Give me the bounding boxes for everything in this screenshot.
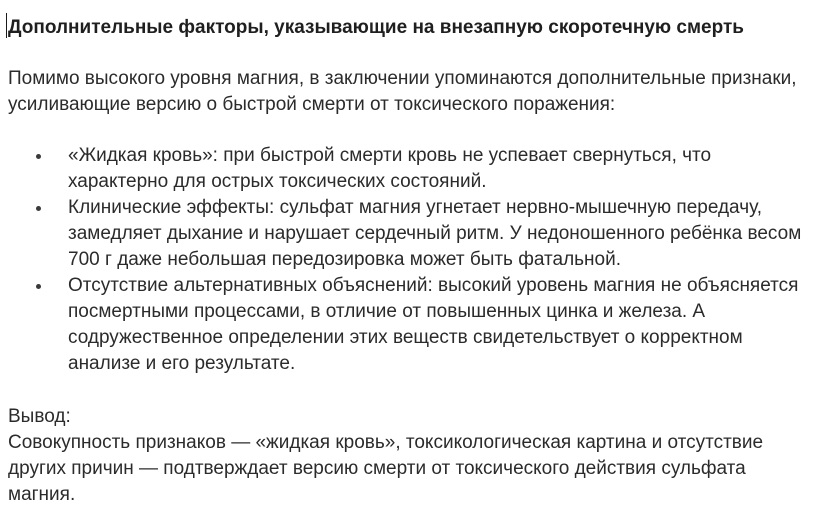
conclusion-label: Вывод: <box>8 406 71 427</box>
section-heading: Дополнительные факторы, указывающие на внезапную скоротечную смерть <box>8 17 744 38</box>
list-item-text: Отсутствие альтернативных объяснений: высокий уровень магния не объясняется посмертными процессами, в отличие от повышенных цинка и железа. А содружественное определении этих веществ свидетельствует о корректном анализе и его результате. <box>68 275 799 374</box>
factor-list <box>0 143 820 377</box>
bullet-icon <box>36 284 41 289</box>
list-item <box>0 143 813 195</box>
list-item-text: Клинические эффекты: сульфат магния угнетает нервно-мышечную передачу, замедляет дыхание и нарушает сердечный ритм. У недоношенного ребёнка весом 700 г даже небольшая передозировка может быть фатальной. <box>68 197 802 270</box>
list-item <box>0 273 813 377</box>
text-cursor <box>6 13 7 38</box>
intro-paragraph: Помимо высокого уровня магния, в заключении упоминаются дополнительные признаки, усиливающие версию о быстрой смерти от токсического поражения: <box>8 68 797 115</box>
list-item-text: «Жидкая кровь»: при быстрой смерти кровь не успевает свернуться, что характерно для острых токсических состояний. <box>68 145 712 192</box>
list-item <box>0 195 813 273</box>
bullet-icon <box>36 154 41 159</box>
conclusion-paragraph: Совокупность признаков — «жидкая кровь», токсикологическая картина и отсутствие других причин — подтверждает версию смерти от токсического действия сульфата магния. <box>8 432 764 505</box>
bullet-icon <box>36 206 41 211</box>
